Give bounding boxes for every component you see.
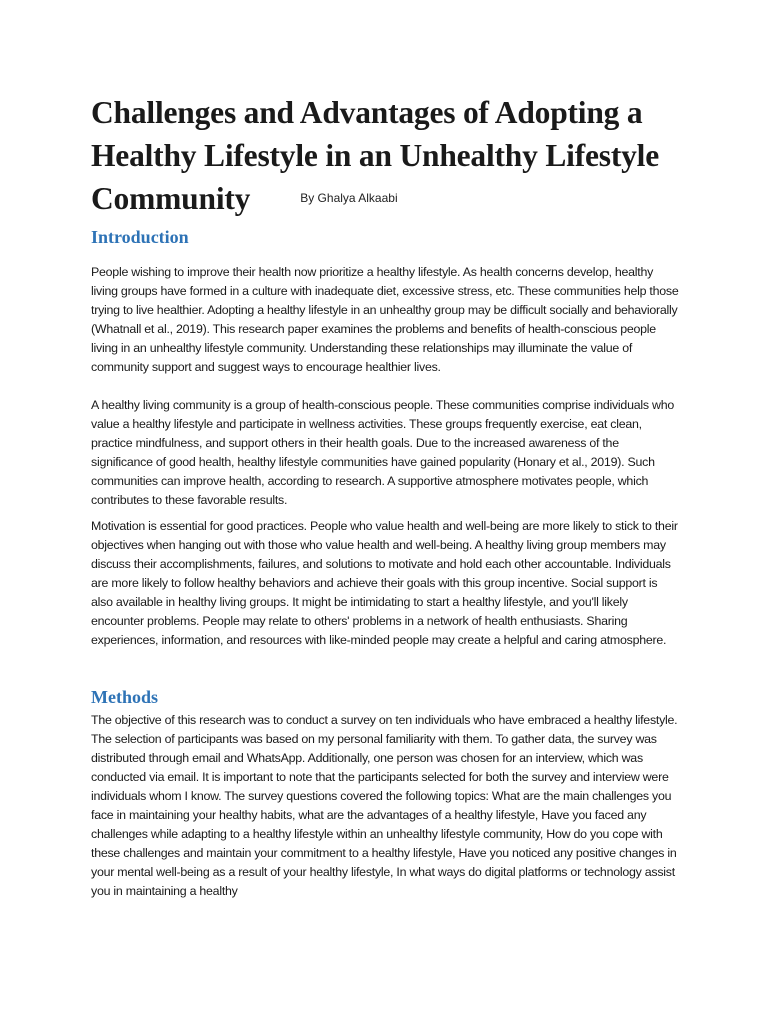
author-byline: By Ghalya Alkaabi [300,191,398,205]
introduction-paragraph-1: People wishing to improve their health now prioritize a healthy lifestyle. As health concerns develop, healthy living groups have formed in a culture with inadequate diet, excessive stress, etc. These communities help those trying to live healthier. Adopting a healthy lifestyle in an unhealthy group may be difficult socially and behaviorally (Whatnall et al., 2019). This research paper examines the problems and benefits of health-conscious people living in an unhealthy lifestyle community. Understanding these relationships may illuminate the value of community support and suggest ways to encourage healthier lives. [91,265,679,374]
title-text: Challenges and Advantages of Adopting a Healthy Lifestyle in an Unhealthy Lifestyle Community [91,95,660,216]
methods-paragraph-1: The objective of this research was to conduct a survey on ten individuals who have embraced a healthy lifestyle. The selection of participants was based on my personal familiarity with them. To gather data, the survey was distributed through email and WhatsApp. Additionally, one person was chosen for an interview, which was conducted via email. It is important to note that the participants selected for both the survey and interview were individuals whom I know. The survey questions covered the following topics: What are the main challenges you face in maintaining your healthy habits, what are the advantages of a healthy lifestyle, Have you faced any challenges while adapting to a healthy lifestyle within an unhealthy lifestyle community, How do you cope with these challenges and maintain your commitment to a healthy lifestyle, Have you noticed any positive changes in your mental well-being as a result of your healthy lifestyle, In what ways do digital platforms or technology assist you in maintaining a healthy [91,713,678,898]
section-heading-introduction: Introduction [91,227,189,247]
section-heading-methods: Methods [91,687,158,707]
introduction-paragraph-2: A healthy living community is a group of health-conscious people. These communities comprise individuals who value a healthy lifestyle and participate in wellness activities. These groups frequently exercise, eat clean, practice mindfulness, and support others in their health goals. Due to the increased awareness of the significance of good health, healthy lifestyle communities have gained popularity (Honary et al., 2019). Such communities can improve health, according to research. A supportive atmosphere motivates people, which contributes to these favorable results. [91,398,674,507]
document-title [91,91,691,220]
introduction-paragraph-3: Motivation is essential for good practices. People who value health and well-being are more likely to stick to their objectives when hanging out with those who value health and well-being. A healthy living group members may discuss their accomplishments, failures, and solutions to motivate and hold each other accountable. Individuals are more likely to follow healthy behaviors and achieve their goals with this group incentive. Social support is also available in healthy living groups. It might be intimidating to start a healthy lifestyle, and you'll likely encounter problems. People may relate to others' problems in a network of health enthusiasts. Sharing experiences, information, and resources with like-minded people may create a helpful and caring atmosphere. [91,519,678,647]
